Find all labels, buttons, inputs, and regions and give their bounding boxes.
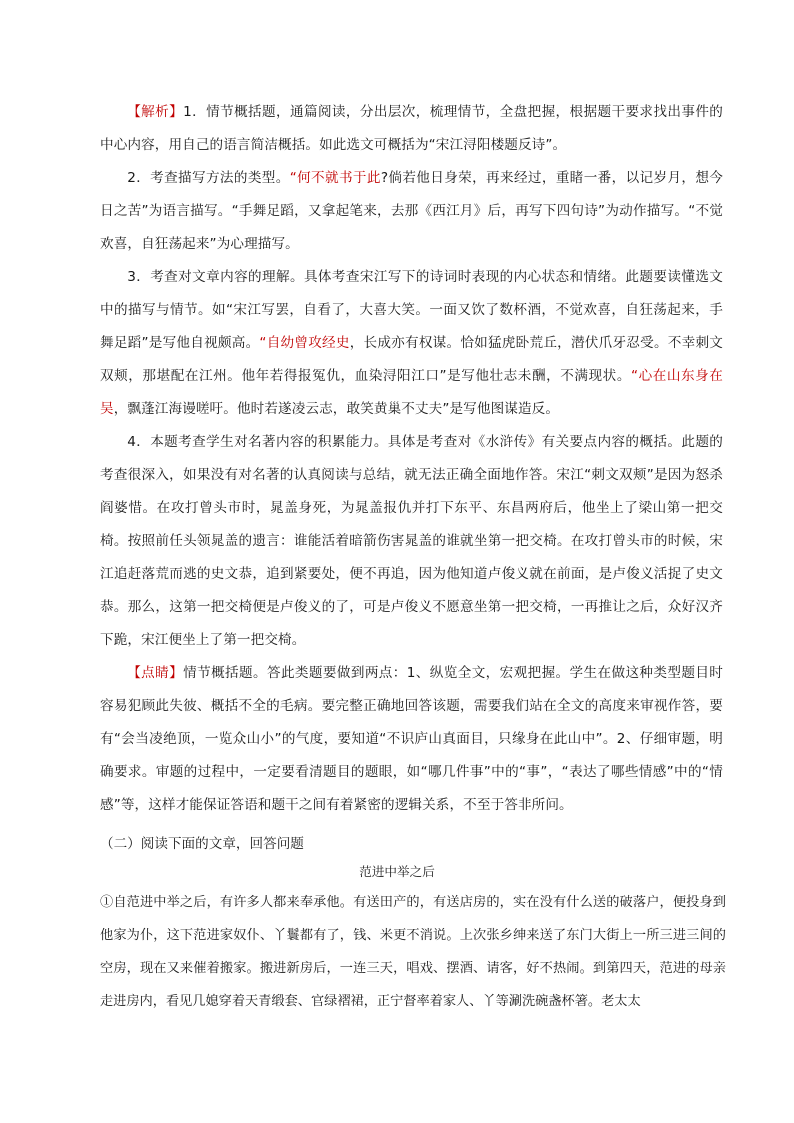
analysis-item-3-intro: 3．考查对文章内容的理解。具体考查宋江写下的诗词时表现的内心状态和情绪。此题要读懂选文中的描写与情节。如“宋江写罢，自看了，大喜大笑。一面又饮了数杯酒，不觉欢喜，自狂荡起来，手舞足蹈”是写他自视颇高。 [100, 269, 723, 351]
highlight-quote: “心在山东身在吴 [100, 368, 723, 417]
tip-text: 情节概括题。答此类题要做到两点：1、纵览全文，宏观把握。学生在做这种类型题目时容易犯顾此失彼、概括不全的毛病。要完整正确地回答该题，需要我们站在全文的高度来审视作答，要有“会当凌绝顶，一览众山小”的气度，要知道“不识庐山真面目，只缘身在此山中”。2、仔细审题，明确要求。审题的过程中，一定要看清题目的题眼，如“哪几件事”中的“事”，“表达了哪些情感”中的“情感”等，这样才能保证答语和题干之间有着紧密的逻辑关系，不至于答非所问。 [100, 665, 724, 813]
passage-body [100, 886, 726, 1018]
analysis-item-3-ending: ，飘蓬江海谩嗟吁。他时若遂凌云志，敢笑黄巢不丈夫”是写他图谋造反。 [113, 401, 560, 417]
passage-paragraph-1: ①自范进中举之后，有许多人都来奉承他。有送田产的，有送店房的，实在没有什么送的破落户，便投身到他家为仆，这下范进家奴仆、丫鬟都有了，钱、米更不消说。上次张乡绅来送了东门大街上一所三进三间的空房，现在又来催着搬家。搬进新房后，一连三天，唱戏、摆酒、请客，好不热闹。到第四天，范进的母亲走进房内，看见几媳穿着天青缎套、官绿褶裙，正宁督率着家人、丫等涮洗碗盏杯箸。老太太 [100, 895, 726, 1009]
analysis-item-3-text: ，长成亦有权谋。恰如猛虎卧荒丘，潜伏爪牙忍受。不幸刺文双颊，那堪配在江州。他年若得报冤仇，血染浔阳江口”是写他壮志未酬，不满现状。 [100, 335, 723, 384]
tip-tag: 【点睛】 [127, 665, 184, 681]
highlight-quote: “自幼曾攻经史 [259, 335, 350, 351]
highlight-quote: “何不就书于此 [289, 170, 381, 186]
passage-title: 范进中举之后 [359, 864, 435, 879]
analysis-paragraph-3 [100, 261, 723, 426]
section-heading: （二）阅读下面的文章，回答问题 [100, 836, 304, 852]
analysis-item-1: 1．情节概括题，通篇阅读，分出层次，梳理情节，全盘把握，根据题干要求找出事件的中心内容，用自己的语言简洁概括。如此选文可概括为“宋江浔阳楼题反诗”。 [100, 104, 724, 153]
analysis-paragraph-1 [100, 96, 723, 162]
analysis-item-2-text: ?倘若他日身荣，再来经过，重睹一番，以记岁月，想今日之苦”为语言描写。“手舞足蹈，又拿起笔来，去那《西江月》后，再写下四句诗”为动作描写。“不觉欢喜，自狂荡起来”为心理描写。 [100, 170, 723, 252]
tip-paragraph [100, 657, 723, 822]
analysis-tag: 【解析】 [127, 104, 184, 120]
analysis-section [100, 96, 723, 822]
analysis-item-2-intro: 2．考查描写方法的类型。 [127, 170, 290, 186]
analysis-paragraph-2 [100, 162, 723, 261]
analysis-paragraph-4: 4．本题考查学生对名著内容的积累能力。具体是考查对《水浒传》有关要点内容的概括。此题的考查很深入，如果没有对名著的认真阅读与总结，就无法正确全面地作答。宋江“刺文双颊”是因为怒杀阎婆惜。在攻打曾头市时，晁盖身死，为晁盖报仇并打下东平、东昌两府后，他坐上了梁山第一把交椅。按照前任头领晁盖的遗言：谁能活着暗箭伤害晁盖的谁就坐第一把交椅。在攻打曾头市的时候，宋江追赶落荒而逃的史文恭，追到紧要处，便不再追，因为他知道卢俊义就在前面，是卢俊义活捉了史文恭。那么，这第一把交椅便是卢俊义的了，可是卢俊义不愿意坐第一把交椅，一再推让之后，众好汉齐下跪，宋江便坐上了第一把交椅。 [100, 434, 723, 648]
